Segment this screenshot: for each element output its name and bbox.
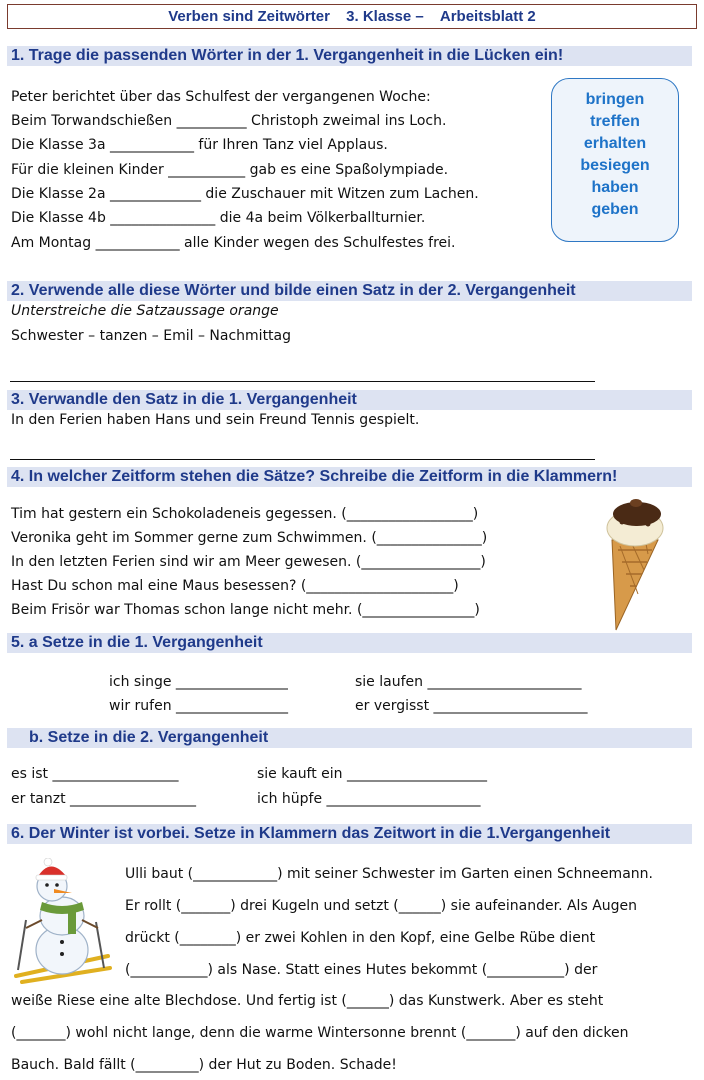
section-1-header: 1. Trage die passenden Wörter in der 1. Vergangenheit in die Lücken ein!: [7, 46, 692, 66]
s4-line-4: Hast Du schon mal eine Maus besessen? (_____________________): [11, 578, 459, 594]
section-4-header: 4. In welcher Zeitform stehen die Sätze? Schreibe die Zeitform in die Klammern!: [7, 467, 692, 487]
snowman-icon: [12, 858, 114, 990]
s5b-item: ich hüpfe ______________________: [257, 791, 481, 807]
s6-line-4: (___________) als Nase. Statt eines Hutes bekommt (___________) der: [125, 962, 598, 978]
title-grade: 3. Klasse –: [346, 8, 424, 25]
s4-line-3: In den letzten Ferien sind wir am Meer gewesen. (_________________): [11, 554, 486, 570]
s5b-item: er tanzt __________________: [11, 791, 197, 807]
section-5a-header: 5. a Setze in die 1. Vergangenheit: [7, 633, 692, 653]
s3-sentence: In den Ferien haben Hans und sein Freund Tennis gespielt.: [11, 412, 420, 428]
section-6-header: 6. Der Winter ist vorbei. Setze in Klammern das Zeitwort in die 1.Vergangenheit: [7, 824, 692, 844]
section-3-header: 3. Verwandle den Satz in die 1. Vergangenheit: [7, 390, 692, 410]
s1-line-6: Am Montag ____________ alle Kinder wegen des Schulfestes frei.: [11, 235, 456, 251]
s6-line-1: Ulli baut (____________) mit seiner Schwester im Garten einen Schneemann.: [125, 866, 653, 882]
s5b-item: sie kauft ein ____________________: [257, 766, 488, 782]
s2-words: Schwester – tanzen – Emil – Nachmittag: [11, 328, 292, 344]
s1-line-1: Beim Torwandschießen __________ Christoph zweimal ins Loch.: [11, 113, 447, 129]
s1-intro: Peter berichtet über das Schulfest der vergangenen Woche:: [11, 89, 431, 105]
s1-line-4: Die Klasse 2a _____________ die Zuschauer mit Witzen zum Lachen.: [11, 186, 479, 202]
s2-instruction: Unterstreiche die Satzaussage orange: [11, 303, 279, 319]
s6-line-6: (_______) wohl nicht lange, denn die warme Wintersonne brennt (_______) auf den dicken: [11, 1025, 629, 1041]
answer-line: [10, 381, 595, 382]
word-bank-item: erhalten: [583, 135, 647, 152]
s5a-item: ich singe ________________: [109, 674, 288, 690]
s4-line-5: Beim Frisör war Thomas schon lange nicht mehr. (________________): [11, 602, 480, 618]
word-bank-item: treffen: [590, 113, 640, 130]
s4-line-1: Tim hat gestern ein Schokoladeneis gegessen. (__________________): [11, 506, 479, 522]
s4-line-2: Veronika geht im Sommer gerne zum Schwimmen. (_______________): [11, 530, 488, 546]
ice-cream-cone-icon: [604, 494, 666, 634]
section-5b-header: b. Setze in die 2. Vergangenheit: [7, 728, 692, 748]
section-2-header: 2. Verwende alle diese Wörter und bilde einen Satz in der 2. Vergangenheit: [7, 281, 692, 301]
s6-line-2: Er rollt (_______) drei Kugeln und setzt (______) sie aufeinander. Als Augen: [125, 898, 638, 914]
worksheet-title: [7, 4, 697, 29]
word-bank-item: besiegen: [580, 157, 650, 174]
s1-line-5: Die Klasse 4b _______________ die 4a beim Völkerballturnier.: [11, 210, 426, 226]
s5a-item: sie laufen ______________________: [355, 674, 582, 690]
s5b-item: es ist __________________: [11, 766, 179, 782]
word-bank-item: geben: [591, 201, 639, 218]
word-bank-item: haben: [591, 179, 639, 196]
s1-line-3: Für die kleinen Kinder ___________ gab es eine Spaßolympiade.: [11, 162, 449, 178]
s6-line-7: Bauch. Bald fällt (_________) der Hut zu Boden. Schade!: [11, 1057, 397, 1073]
s5a-item: er vergisst ______________________: [355, 698, 588, 714]
s6-line-3: drückt (________) er zwei Kohlen in den Kopf, eine Gelbe Rübe dient: [125, 930, 596, 946]
s6-line-5: weiße Riese eine alte Blechdose. Und fertig ist (______) das Kunstwerk. Aber es steht: [11, 993, 604, 1009]
word-bank-item: bringen: [585, 91, 645, 108]
title-topic: Verben sind Zeitwörter: [168, 8, 330, 25]
s5a-item: wir rufen ________________: [109, 698, 289, 714]
s1-line-2: Die Klasse 3a ____________ für Ihren Tanz viel Applaus.: [11, 137, 388, 153]
title-sheet: Arbeitsblatt 2: [439, 8, 536, 25]
word-bank: [551, 78, 679, 242]
answer-line: [10, 459, 595, 460]
